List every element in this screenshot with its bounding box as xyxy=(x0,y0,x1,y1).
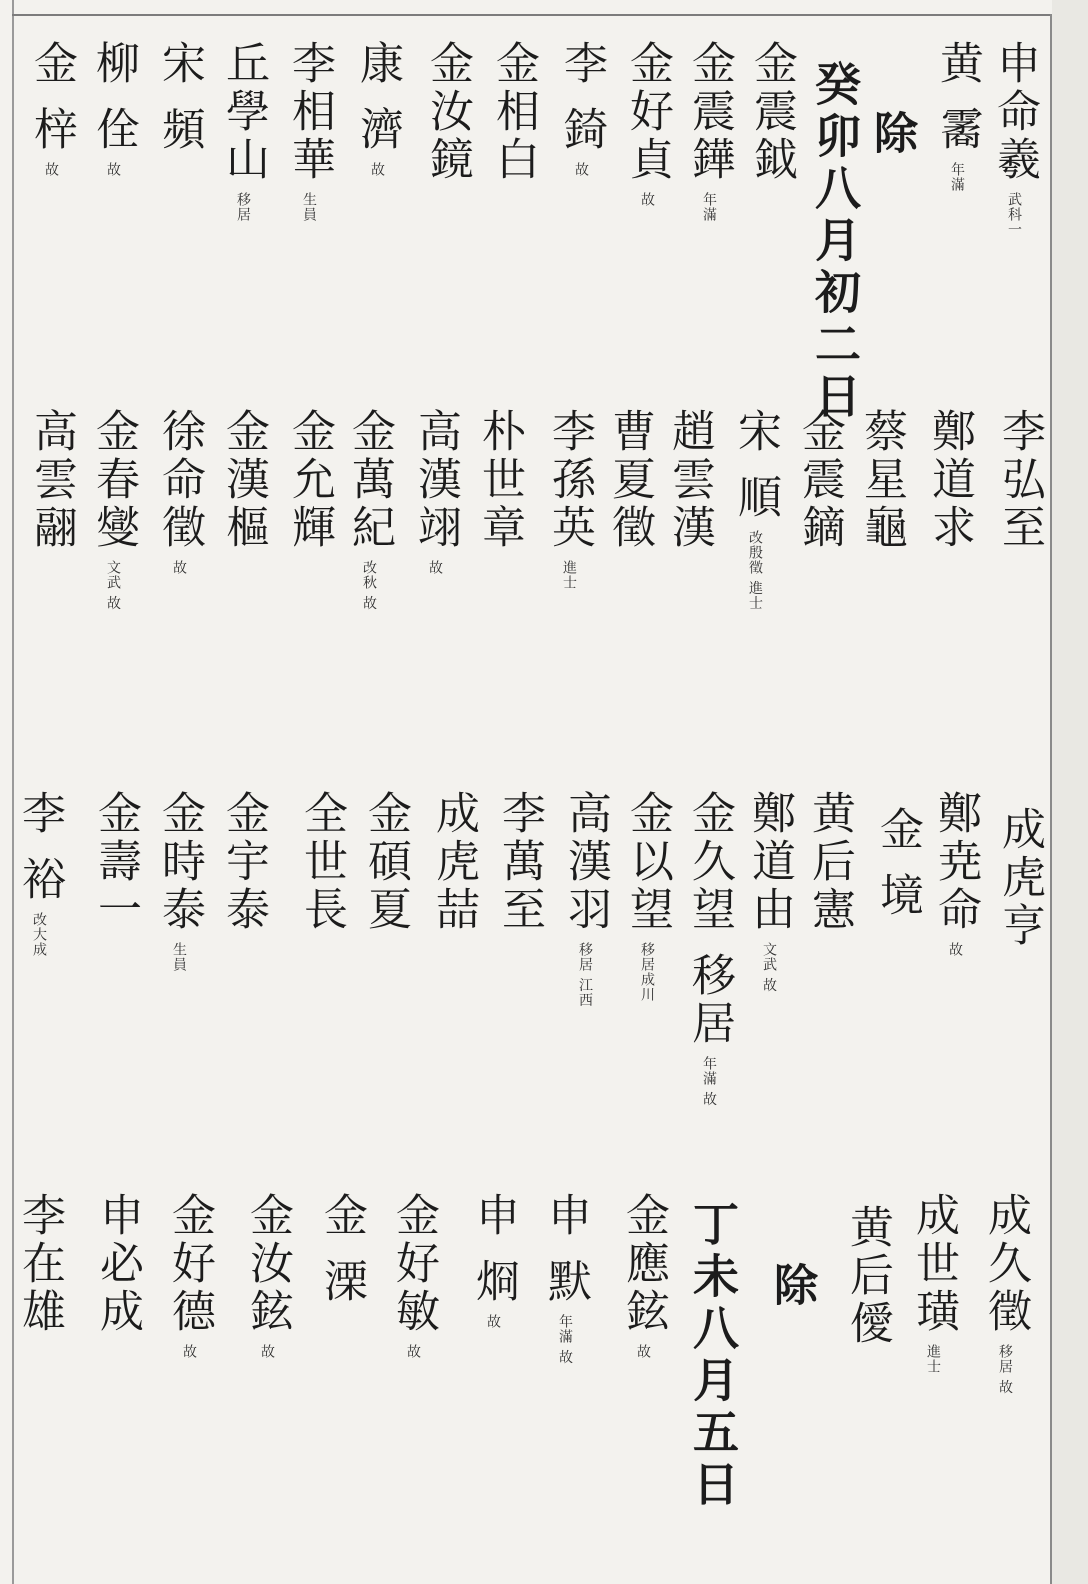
annotation: 進士 xyxy=(561,560,577,590)
person-name: 成世璜 xyxy=(908,1192,959,1336)
name-column xyxy=(470,408,528,560)
person-name: 曹夏徵 xyxy=(604,408,655,552)
appointment-date: 丁未八月五日 xyxy=(686,1200,740,1512)
section-marker xyxy=(762,1262,820,1310)
date-column xyxy=(806,60,864,424)
appointment-date: 癸卯八月初二日 xyxy=(808,60,862,424)
person-name: 朴世章 xyxy=(474,408,525,552)
annotation: 文武 故 xyxy=(761,942,777,993)
name-column xyxy=(214,408,272,560)
section-marker xyxy=(862,110,920,158)
name-column xyxy=(160,1192,218,1359)
person-name: 金碩夏 xyxy=(360,790,411,934)
person-name: 李 錡 xyxy=(556,40,607,154)
person-name: 柳 佺 xyxy=(88,40,139,154)
annotation: 進士 xyxy=(925,1344,941,1374)
person-name: 高雲翮 xyxy=(26,408,77,552)
person-name: 申命羲 xyxy=(989,40,1040,184)
person-name: 李弘至 xyxy=(994,408,1045,552)
person-name: 金汝鏡 xyxy=(422,40,473,184)
person-name: 金好德 xyxy=(164,1192,215,1336)
annotation: 年滿 故 xyxy=(557,1314,573,1365)
name-column xyxy=(990,806,1048,958)
name-column xyxy=(214,40,272,222)
person-name: 金春燮 xyxy=(88,408,139,552)
annotation: 年滿 xyxy=(949,162,965,192)
annotation: 故 xyxy=(369,162,385,177)
person-name: 金壽一 xyxy=(90,790,141,934)
person-name: 金好貞 xyxy=(622,40,673,184)
name-column xyxy=(418,40,476,192)
name-column xyxy=(904,1192,962,1374)
person-name: 金汝鉉 xyxy=(242,1192,293,1336)
person-name: 宋 順 xyxy=(730,408,781,522)
person-name: 金好敏 xyxy=(388,1192,439,1336)
name-column xyxy=(340,408,398,610)
person-name: 申必成 xyxy=(92,1192,143,1336)
name-column xyxy=(348,40,406,177)
annotation: 改殷徵 進士 xyxy=(747,530,763,611)
name-column xyxy=(280,408,338,560)
annotation: 文武 故 xyxy=(105,560,121,611)
person-name: 成虎亨 xyxy=(994,806,1045,950)
annotation: 故 xyxy=(635,1344,651,1359)
name-column xyxy=(88,1192,146,1344)
annotation: 故 xyxy=(427,560,443,575)
person-name: 金宇泰 xyxy=(218,790,269,934)
annotation: 故 xyxy=(947,942,963,957)
person-name: 徐命徵 xyxy=(154,408,205,552)
name-column xyxy=(800,790,858,942)
name-column xyxy=(536,1192,594,1364)
annotation: 故 xyxy=(573,162,589,177)
name-column xyxy=(540,408,598,590)
name-column xyxy=(150,40,208,162)
person-name: 金漢樞 xyxy=(218,408,269,552)
person-name: 趙雲漢 xyxy=(664,408,715,552)
name-column xyxy=(406,408,464,575)
name-column xyxy=(618,40,676,207)
name-column xyxy=(985,40,1043,237)
name-column xyxy=(660,408,718,560)
name-column xyxy=(10,790,68,957)
person-name: 宋 頻 xyxy=(154,40,205,154)
name-column xyxy=(928,40,986,192)
name-column xyxy=(920,408,978,560)
name-column xyxy=(312,1192,370,1314)
name-column xyxy=(618,790,676,1002)
name-column xyxy=(680,40,738,222)
name-column xyxy=(384,1192,442,1359)
person-name: 鄭道由 xyxy=(744,790,795,934)
person-name: 金震鏵 xyxy=(684,40,735,184)
person-name: 李在雄 xyxy=(14,1192,65,1336)
name-column xyxy=(150,790,208,972)
annotation: 生員 xyxy=(301,192,317,222)
name-column xyxy=(868,806,926,928)
name-column xyxy=(22,40,80,177)
person-name: 黄 霱 xyxy=(932,40,983,154)
person-name: 金應鉉 xyxy=(618,1192,669,1336)
person-name: 成虎喆 xyxy=(428,790,479,934)
annotation: 武科一 xyxy=(1006,192,1022,237)
annotation: 故 xyxy=(639,192,655,207)
date-column xyxy=(684,1200,742,1512)
person-name: 李 裕 xyxy=(14,790,65,904)
person-name: 金允輝 xyxy=(284,408,335,552)
name-column xyxy=(838,1204,896,1356)
name-column xyxy=(86,790,144,942)
annotation: 故 xyxy=(405,1344,421,1359)
name-column xyxy=(556,790,614,1007)
annotation: 移居 故 xyxy=(997,1344,1013,1395)
annotation: 故 xyxy=(181,1344,197,1359)
annotation: 故 xyxy=(485,1314,501,1329)
annotation: 故 xyxy=(43,162,59,177)
frame-rule-top xyxy=(12,14,1052,16)
annotation: 年滿 xyxy=(701,192,717,222)
person-name: 金 溧 xyxy=(316,1192,367,1306)
person-name: 金萬紀 xyxy=(344,408,395,552)
name-column xyxy=(976,1192,1034,1394)
name-column xyxy=(742,40,800,192)
person-name: 黄后僾 xyxy=(842,1204,893,1348)
person-name: 全世長 xyxy=(296,790,347,934)
appointment-marker: 除 xyxy=(766,1262,817,1310)
person-name: 黄后憲 xyxy=(804,790,855,934)
person-name: 鄭尭命 xyxy=(930,790,981,934)
name-column xyxy=(790,408,848,560)
name-column xyxy=(740,790,798,992)
page-edge xyxy=(1052,0,1088,1584)
person-name: 金時泰 xyxy=(154,790,205,934)
name-column xyxy=(10,1192,68,1344)
name-column xyxy=(552,40,610,177)
name-column xyxy=(852,408,910,560)
person-name: 金震鏑 xyxy=(794,408,845,552)
person-name: 金 境 xyxy=(872,806,923,920)
person-name: 高漢翊 xyxy=(410,408,461,552)
name-column xyxy=(464,1192,522,1329)
annotation: 故 xyxy=(105,162,121,177)
name-column xyxy=(238,1192,296,1359)
name-column xyxy=(726,408,784,610)
annotation: 故 xyxy=(259,1344,275,1359)
name-column xyxy=(424,790,482,942)
person-name: 金相白 xyxy=(488,40,539,184)
name-column xyxy=(356,790,414,942)
name-column xyxy=(614,1192,672,1359)
annotation: 移居 江西 xyxy=(577,942,593,1008)
annotation: 改秋 故 xyxy=(361,560,377,611)
person-name: 申 烱 xyxy=(468,1192,519,1306)
person-name: 蔡星龜 xyxy=(856,408,907,552)
name-column xyxy=(22,408,80,560)
name-column xyxy=(292,790,350,942)
person-name: 金久望 移居 xyxy=(684,790,735,1048)
annotation: 移居 xyxy=(235,192,251,222)
person-name: 鄭道求 xyxy=(924,408,975,552)
appointment-marker: 除 xyxy=(866,110,917,158)
name-column xyxy=(150,408,208,575)
name-column xyxy=(84,40,142,177)
person-name: 李萬至 xyxy=(494,790,545,934)
name-column xyxy=(680,790,738,1106)
person-name: 金 梓 xyxy=(26,40,77,154)
annotation: 改大成 xyxy=(31,912,47,957)
name-column xyxy=(990,408,1048,560)
person-name: 丘學山 xyxy=(218,40,269,184)
person-name: 申 默 xyxy=(540,1192,591,1306)
person-name: 康 濟 xyxy=(352,40,403,154)
name-column xyxy=(280,40,338,222)
person-name: 成久徵 xyxy=(980,1192,1031,1336)
name-column xyxy=(484,40,542,192)
annotation: 移居成川 xyxy=(639,942,655,1002)
annotation: 故 xyxy=(171,560,187,575)
person-name: 高漢羽 xyxy=(560,790,611,934)
frame-rule-right xyxy=(1050,14,1052,1584)
name-column xyxy=(490,790,548,942)
name-column xyxy=(84,408,142,610)
person-name: 李孫英 xyxy=(544,408,595,552)
person-name: 金震鉞 xyxy=(746,40,797,184)
annotation: 年滿 故 xyxy=(701,1056,717,1107)
name-column xyxy=(214,790,272,942)
person-name: 金以望 xyxy=(622,790,673,934)
person-name: 李相華 xyxy=(284,40,335,184)
name-column xyxy=(926,790,984,957)
name-column xyxy=(600,408,658,560)
annotation: 生員 xyxy=(171,942,187,972)
